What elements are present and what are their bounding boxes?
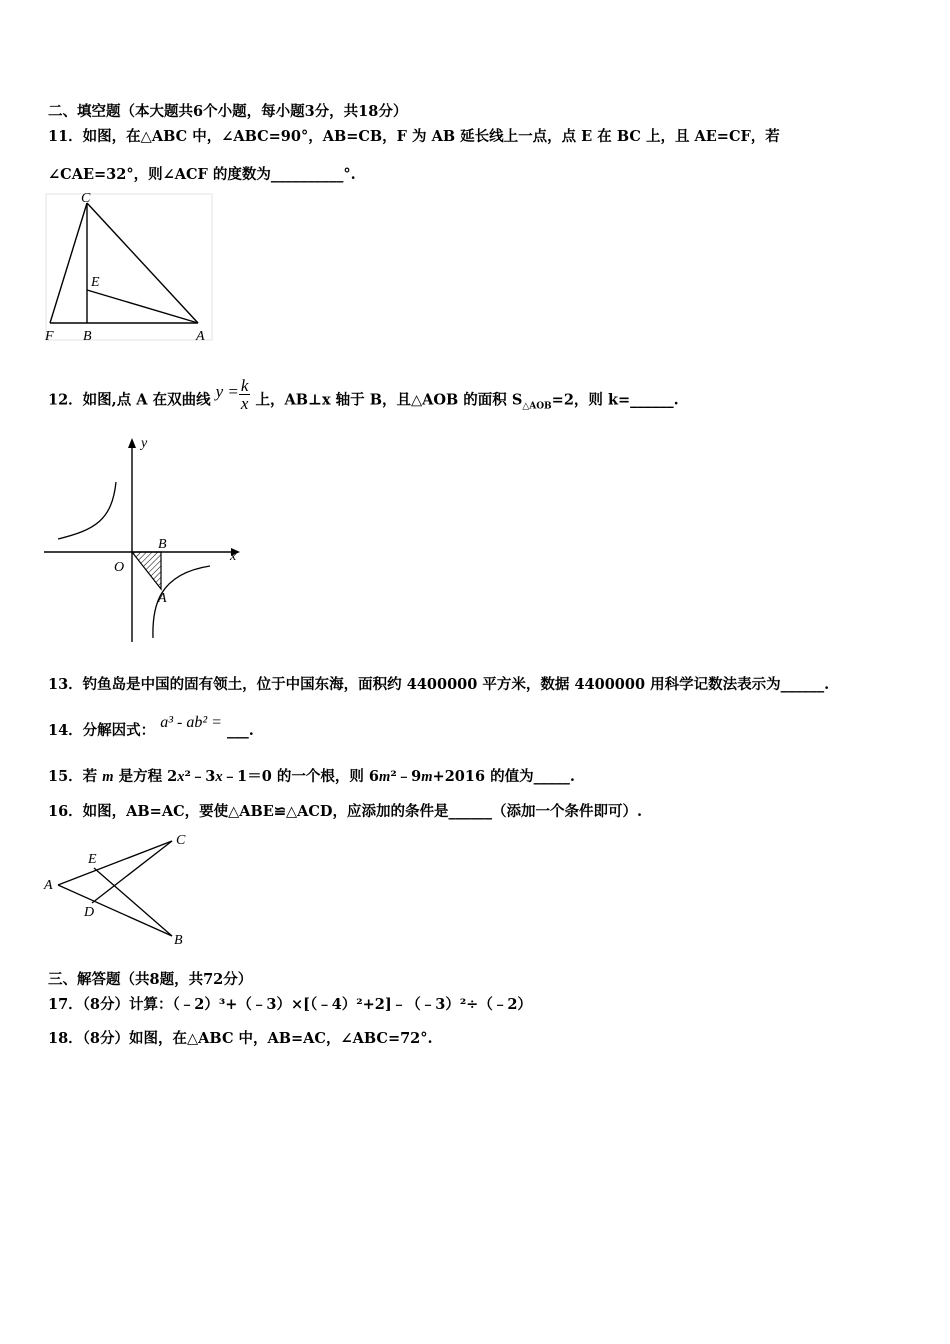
q12-tail: =2，则 k=______. [551, 391, 679, 409]
q15-var-m-2: m [379, 769, 391, 785]
q12-formula-y: y = [215, 381, 239, 401]
q12-label-a: A [158, 591, 167, 606]
q16-label-e: E [88, 852, 97, 867]
q12-formula-numerator: k [240, 376, 249, 395]
q15-part-6: +2016 的值为_____. [432, 768, 575, 785]
q15-part-1: 15．若 [48, 768, 103, 785]
q11-line-2: ∠CAE=32°，则∠ACF 的度数为__________°. [48, 166, 356, 183]
q12-figure [40, 432, 250, 647]
q13-line: 13．钓鱼岛是中国的固有领土，位于中国东海，面积约 4400000 平方米，数据 4400000 用科学记数法表示为______. [48, 676, 830, 693]
q14-line [48, 714, 254, 740]
q15-var-x-2: x [215, 769, 223, 785]
q14-formula: a³ - ab² = [160, 714, 222, 731]
q18-line: 18．（8分）如图，在△ABC 中，AB=AC，∠ABC=72°. [48, 1030, 433, 1047]
q11-line-1: 11．如图，在△ABC 中，∠ABC=90°，AB=CB，F 为 AB 延长线上一点，点 E 在 BC 上，且 AE=CF，若 [48, 128, 780, 145]
q12-label-y: y [141, 436, 148, 451]
q15-var-m: m [102, 769, 114, 785]
q15-var-x-1: x [177, 769, 185, 785]
q16-label-d: D [84, 905, 95, 920]
q15-part-5: ²﹣9 [390, 768, 422, 785]
q16-line: 16．如图，AB=AC，要使△ABE≌△ACD，应添加的条件是______（添加一个条件即可）. [48, 803, 643, 820]
q12-formula-fraction [239, 377, 251, 412]
q14-blank: ___. [227, 722, 254, 739]
q12-suffix: 上，AB⊥x 轴于 B，且△AOB 的面积 S [255, 391, 523, 409]
q17-line: 17．（8分）计算：（﹣2）³+（﹣3）×[（﹣4）²+2]﹣（﹣3）²÷（﹣2） [48, 996, 532, 1013]
q11-label-e: E [91, 275, 100, 290]
section-2-heading: 二、填空题（本大题共6个小题，每小题3分，共18分） [48, 103, 408, 120]
q15-part-4: ﹣1＝0 的一个根，则 6 [222, 768, 380, 785]
q12-label-b: B [158, 537, 167, 552]
q12-subscript: △AOB [522, 401, 552, 412]
q15-line [48, 768, 575, 786]
q15-part-2: 是方程 2 [113, 768, 178, 785]
section-3-heading: 三、解答题（共8题，共72分） [48, 971, 253, 988]
q11-label-f: F [45, 329, 54, 344]
q12-label-o: O [114, 560, 125, 575]
q12-prefix: 12．如图,点 A 在双曲线 [48, 391, 211, 409]
q15-part-3: ²﹣3 [184, 768, 216, 785]
q11-label-a: A [196, 329, 205, 344]
q11-label-b: B [83, 329, 92, 344]
q12-formula-denominator: x [240, 394, 249, 413]
q16-label-a: A [44, 878, 53, 893]
q14-prefix: 14．分解因式： [48, 722, 156, 739]
q11-figure [40, 190, 220, 345]
q16-figure [40, 828, 200, 950]
q16-label-b: B [174, 933, 183, 948]
q12-label-x: x [230, 549, 237, 564]
q15-var-m-3: m [421, 769, 433, 785]
q16-label-c: C [176, 833, 186, 848]
q11-label-c: C [81, 191, 91, 206]
q12-line [48, 376, 679, 418]
